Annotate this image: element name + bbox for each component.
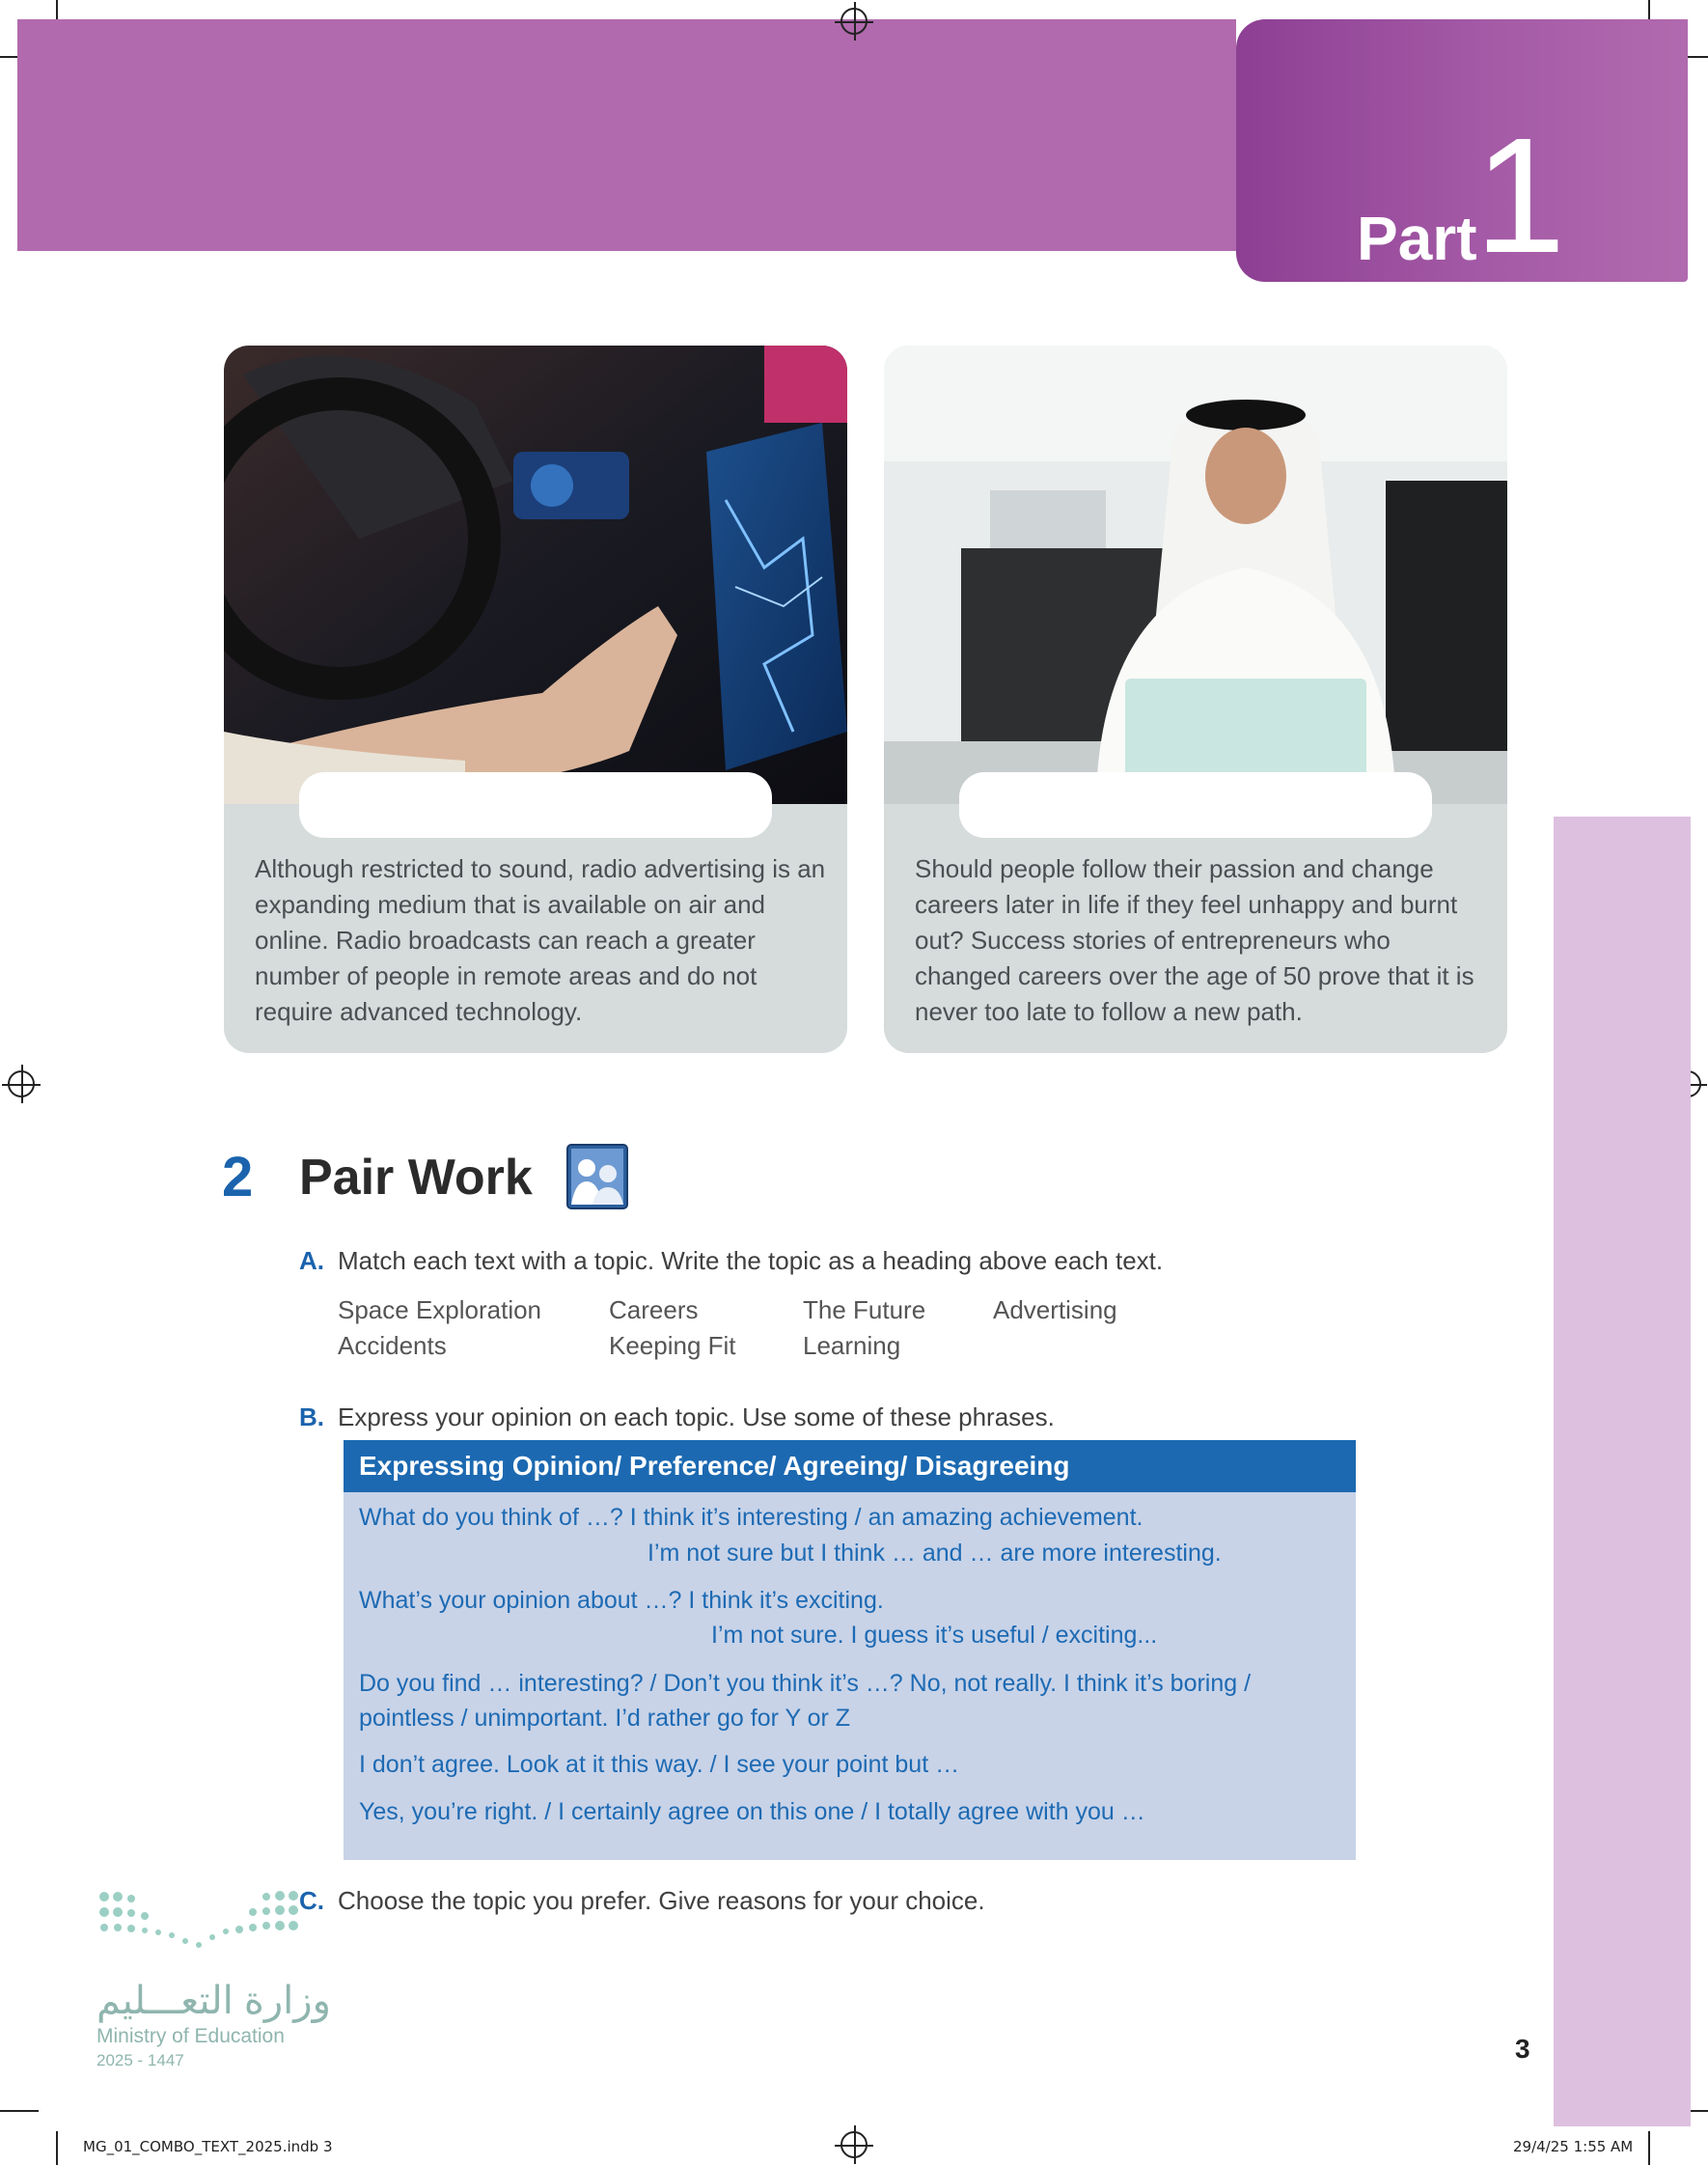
step-b-letter: B.: [299, 1402, 324, 1431]
pair-work-icon: [565, 1143, 629, 1210]
phrase-line: pointless / unimportant. I’d rather go for Y or Z: [359, 1705, 851, 1732]
phrase-line: Yes, you’re right. / I certainly agree on this one / I totally agree with you …: [359, 1798, 1145, 1825]
file-slug: MG_01_COMBO_TEXT_2025.indb 3: [83, 2138, 333, 2155]
phrase-line: What’s your opinion about …? I think it’s exciting.: [359, 1587, 884, 1614]
phrase-line: I’m not sure but I think … and … are more interesting.: [647, 1540, 1222, 1567]
phrase-box: [344, 1440, 1356, 1860]
topic-option: Accidents: [338, 1331, 447, 1360]
ministry-name-arabic: وزارة التعـــليم: [96, 1980, 331, 2022]
car-touchscreen-photo: [224, 346, 847, 804]
phrase-line: I’m not sure. I guess it’s useful / exciting...: [711, 1622, 1158, 1649]
card-2-text: Should people follow their passion and change careers later in life if they feel unhappy and burnt out? Success stories of entrepreneurs who changed careers over the age of 50 prove that it is never too late to follow a new path.: [915, 854, 1474, 1026]
part-number: 1: [1474, 104, 1566, 288]
crop-mark: [56, 2131, 58, 2165]
topic-heading-blank[interactable]: [299, 772, 772, 838]
step-c-letter: C.: [299, 1886, 324, 1915]
registration-mark-icon: [840, 2131, 868, 2158]
phrase-line: I don’t agree. Look at it this way. / I see your point but …: [359, 1751, 960, 1778]
text-card-2: [884, 346, 1507, 1053]
topic-option: Careers: [609, 1295, 699, 1324]
step-c-instruction: Choose the topic you prefer. Give reasons for your choice.: [338, 1886, 985, 1915]
text-card-1: [224, 346, 847, 1053]
page-number: 3: [1515, 2034, 1530, 2064]
print-timestamp: 29/4/25 1:55 AM: [1513, 2138, 1634, 2155]
topic-option: Space Exploration: [338, 1295, 542, 1324]
phrase-box-title: Expressing Opinion/ Preference/ Agreeing/ Disagreeing: [344, 1440, 1356, 1492]
part-label: Part: [1357, 204, 1477, 273]
ministry-name-english: Ministry of Education: [96, 2025, 285, 2047]
crop-mark: [1648, 2131, 1650, 2165]
topic-option: Learning: [803, 1331, 901, 1360]
step-a-letter: A.: [299, 1246, 324, 1275]
phrase-line: What do you think of …? I think it’s interesting / an amazing achievement.: [359, 1504, 1143, 1531]
phrase-line: Do you find … interesting? / Don’t you think it’s …? No, not really. I think it’s boring /: [359, 1670, 1252, 1697]
registration-mark-icon: [8, 1070, 35, 1097]
step-b-instruction: Express your opinion on each topic. Use some of these phrases.: [338, 1402, 1055, 1431]
topic-option: Advertising: [993, 1295, 1117, 1324]
senior-man-laptop-photo: [884, 346, 1507, 804]
ministry-logo-icon: [96, 1887, 309, 1964]
card-1-text: Although restricted to sound, radio advertising is an expanding medium that is available on air and online. Radio broadcasts can reach a greater number of people in remote areas and do not require advanced technology.: [255, 854, 826, 1026]
topic-option: Keeping Fit: [609, 1331, 736, 1360]
section-number: 2: [222, 1146, 254, 1208]
topic-heading-blank[interactable]: [959, 772, 1432, 838]
crop-mark: [0, 2110, 39, 2112]
side-band: [1554, 817, 1691, 2126]
registration-mark-icon: [840, 8, 868, 35]
ministry-year: 2025 - 1447: [96, 2051, 184, 2069]
step-a-instruction: Match each text with a topic. Write the topic as a heading above each text.: [338, 1246, 1164, 1275]
section-title: Pair Work: [299, 1150, 533, 1206]
header-band: [17, 19, 1236, 251]
topic-option: The Future: [803, 1295, 926, 1324]
